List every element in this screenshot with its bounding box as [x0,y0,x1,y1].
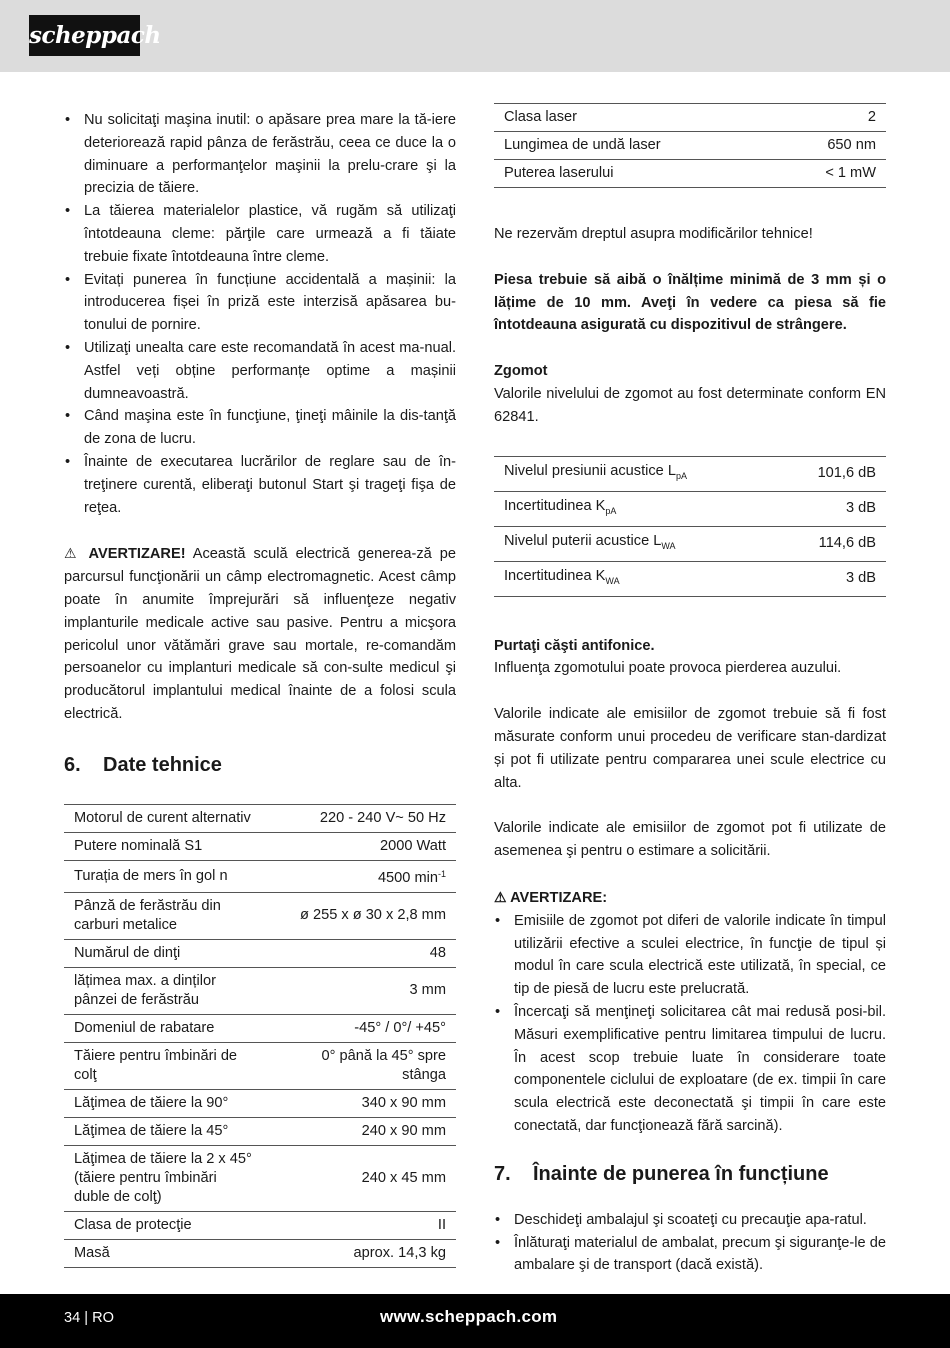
spec-value: 240 x 90 mm [264,1117,456,1145]
ear-protection-text: Influenţa zgomotului poate provoca pierderea auzului. [494,660,842,677]
spec-label: Lăţimea de tăiere la 2 x 45° (tăiere pentru îmbinări duble de colţ) [64,1145,264,1211]
warning-text: Această sculă electrică generea-ză pe parcursul funcţionării un câmp electromagnetic. Acest câmp poate în anumite împrejurări să influenţeze negativ implanturile medicale active sau pasive. Pentru a micşora pericolul unor vătămări grave sau mortale, re-comandăm persoanelor cu implanturi medicale să con-sulte medicul şi producătorul implantului medical înainte de a folosi scula electrică. [64,546,456,722]
spec-label: Domeniul de rabatare [64,1014,264,1042]
noise-label [494,456,777,491]
table-row [64,892,456,939]
noise-label-subscript: WA [661,540,676,551]
safety-bullet-list [64,109,456,519]
spec-value: ø 255 x ø 30 x 2,8 mm [264,892,456,939]
list-item: • Încercaţi să menţineţi solicitarea cât mai redusă posi-bil. Măsuri exemplificative pentru limitarea timpului de lucru. În acest scop trebuie luate în considerare toate componentele ciclului de exploatare (de ex. timpii în care scula electrică este deconectată şi timpii în care este conectată, dar funcţionează fără sarcină). [494,1001,886,1138]
spec-label: Pânză de ferăstrău din carburi metalice [64,892,264,939]
laser-label: Clasa laser [494,104,774,132]
table-row [64,1042,456,1089]
spec-value-exponent: -1 [437,868,446,879]
noise-data-table [494,456,886,597]
spec-value [264,860,456,892]
page-footer [0,1294,950,1348]
list-item: • Emisiile de zgomot pot diferi de valorile indicate în timpul utilizării efective a sculei electrice, în funcţie de tipul și modul în care scula electrică este utilizată, în special, ce tip de piesă de lucru este prelucrată. [494,910,886,1001]
noise-warning-heading [494,886,886,910]
table-row [494,160,886,188]
table-row [494,456,886,491]
section-title: Date tehnice [103,753,222,776]
table-row [494,132,886,160]
table-row [64,1089,456,1117]
spec-label: lățimea max. a dinților pânzei de ferăstrău [64,967,264,1014]
page-header [0,0,950,72]
noise-label [494,526,777,561]
section-heading-technical-data [64,752,456,778]
list-item: • Deschideţi ambalajul şi scoateţi cu precauţie apa-ratul. [494,1209,886,1232]
section-heading-before-startup [494,1161,886,1187]
table-row [494,491,886,526]
spec-value: 240 x 45 mm [264,1145,456,1211]
technical-changes-note: Ne rezervăm dreptul asupra modificărilor tehnice! [494,226,813,242]
emission-paragraph-2: Valorile indicate ale emisiilor de zgomot pot fi utilizate de asemenea şi pentru o estimare a solicitării. [494,820,886,860]
technical-data-table [64,804,456,1268]
spec-label: Lăţimea de tăiere la 90° [64,1089,264,1117]
list-item: • Nu solicitaţi maşina inutil: o apăsare prea mare la tă-iere deteriorează rapid pânza de ferăstrău, ceea ce duce la o diminuare a performanţelor maşinii la prelu-crare şi la precizia de tăiere. [64,109,456,200]
workpiece-note: Piesa trebuie să aibă o înălțime minimă de 3 mm și o lățime de 10 mm. Aveţi în vedere ca piesa să fie întotdeauna asigurată cu dispozitivul de strângere. [494,271,886,334]
list-item: • La tăierea materialelor plastice, vă rugăm să utilizaţi întotdeauna cleme: părţile care urmează a fi tăiate trebuie fixate întotdeauna între cleme. [64,200,456,268]
section-title: Înainte de punerea în funcțiune [533,1162,829,1185]
table-row [64,1211,456,1239]
noise-label-text: Nivelul puterii acustice L [504,532,662,549]
noise-value: 3 dB [777,491,886,526]
section-number: 6. [64,753,81,776]
noise-value: 101,6 dB [777,456,886,491]
spec-value-text: 4500 min [377,869,438,886]
laser-label: Lungimea de undă laser [494,132,774,160]
noise-value: 114,6 dB [777,526,886,561]
warning-triangle-icon: ⚠ [494,888,507,905]
noise-label-subscript: pA [675,470,687,481]
table-row [494,561,886,596]
spec-value: aprox. 14,3 kg [264,1239,456,1267]
spec-label: Masă [64,1239,264,1267]
spec-value: 0° până la 45° spre stânga [264,1042,456,1089]
table-row [64,1145,456,1211]
scheppach-logo: scheppach [29,15,140,56]
noise-warning-list [494,910,886,1138]
noise-intro: Valorile nivelului de zgomot au fost determinate conform EN 62841. [494,385,886,425]
spec-label: Motorul de curent alternativ [64,804,264,832]
spec-label: Clasa de protecţie [64,1211,264,1239]
laser-value: 2 [774,104,886,132]
table-row [64,1117,456,1145]
spec-label: Putere nominală S1 [64,832,264,860]
laser-value: < 1 mW [774,160,886,188]
list-item: • Utilizaţi unealta care este recomandată în acest ma-nual. Astfel veți obține performanțe optime a mașinii dumneavoastră. [64,337,456,405]
left-column [64,109,456,1268]
ear-protection-heading: Purtaţi căşti antifonice. [494,637,655,654]
noise-label-text: Incertitudinea K [504,567,606,584]
noise-label [494,561,777,596]
list-item: • Înlăturaţi materialul de ambalat, precum şi siguranţe-le de ambalare şi de transport (dacă există). [494,1232,886,1278]
table-row [64,939,456,967]
startup-bullet-list [494,1209,886,1277]
table-row [64,1239,456,1267]
laser-label: Puterea laserului [494,160,774,188]
table-row [494,104,886,132]
table-row [64,967,456,1014]
table-row [64,860,456,892]
em-field-warning [64,542,456,725]
spec-value: -45° / 0°/ +45° [264,1014,456,1042]
laser-data-table [494,103,886,188]
spec-value: 220 - 240 V~ 50 Hz [264,804,456,832]
page-number: 34 | RO [64,1310,115,1326]
table-row [64,804,456,832]
list-item: • Când maşina este în funcţiune, ţineţi mâinile la dis-tanţă de zona de lucru. [64,405,456,451]
noise-heading: Zgomot [494,363,548,380]
noise-label-text: Nivelul presiunii acustice L [504,462,676,479]
noise-value: 3 dB [777,561,886,596]
list-item: • Evitați punerea în funcțiune accidentală a mașinii: la introducerea fișei în priză este interzisă apăsarea bu-tonului de pornire. [64,269,456,337]
noise-label-text: Incertitudinea K [504,497,606,514]
table-row [64,1014,456,1042]
warning-label: AVERTIZARE! [88,546,186,563]
right-column [494,103,886,1277]
spec-label: Numărul de dinţi [64,939,264,967]
spec-value: 2000 Watt [264,832,456,860]
spec-value: 3 mm [264,967,456,1014]
emission-paragraph-1: Valorile indicate ale emisiilor de zgomot trebuie să fi fost măsurate conform unui procedeu de verificare stan-dardizat și pot fi utilizate pentru compararea unei scule electrice cu alta. [494,706,886,791]
spec-value: 48 [264,939,456,967]
noise-label [494,491,777,526]
table-row [494,526,886,561]
section-number: 7. [494,1162,511,1185]
website-link[interactable]: www.scheppach.com [380,1307,558,1326]
warning-title: AVERTIZARE: [510,889,608,906]
noise-label-subscript: pA [605,505,617,516]
table-row [64,832,456,860]
spec-label: Lăţimea de tăiere la 45° [64,1117,264,1145]
noise-label-subscript: WA [605,575,620,586]
spec-value: II [264,1211,456,1239]
spec-value: 340 x 90 mm [264,1089,456,1117]
laser-value: 650 nm [774,132,886,160]
warning-triangle-icon: ⚠ [64,545,81,562]
spec-label: Tăiere pentru îmbinări de colţ [64,1042,264,1089]
list-item: • Înainte de executarea lucrărilor de reglare sau de în-treţinere curentă, eliberaţi butonul Start şi trageţi fişa de reţea. [64,451,456,519]
spec-label: Turația de mers în gol n [64,860,264,892]
